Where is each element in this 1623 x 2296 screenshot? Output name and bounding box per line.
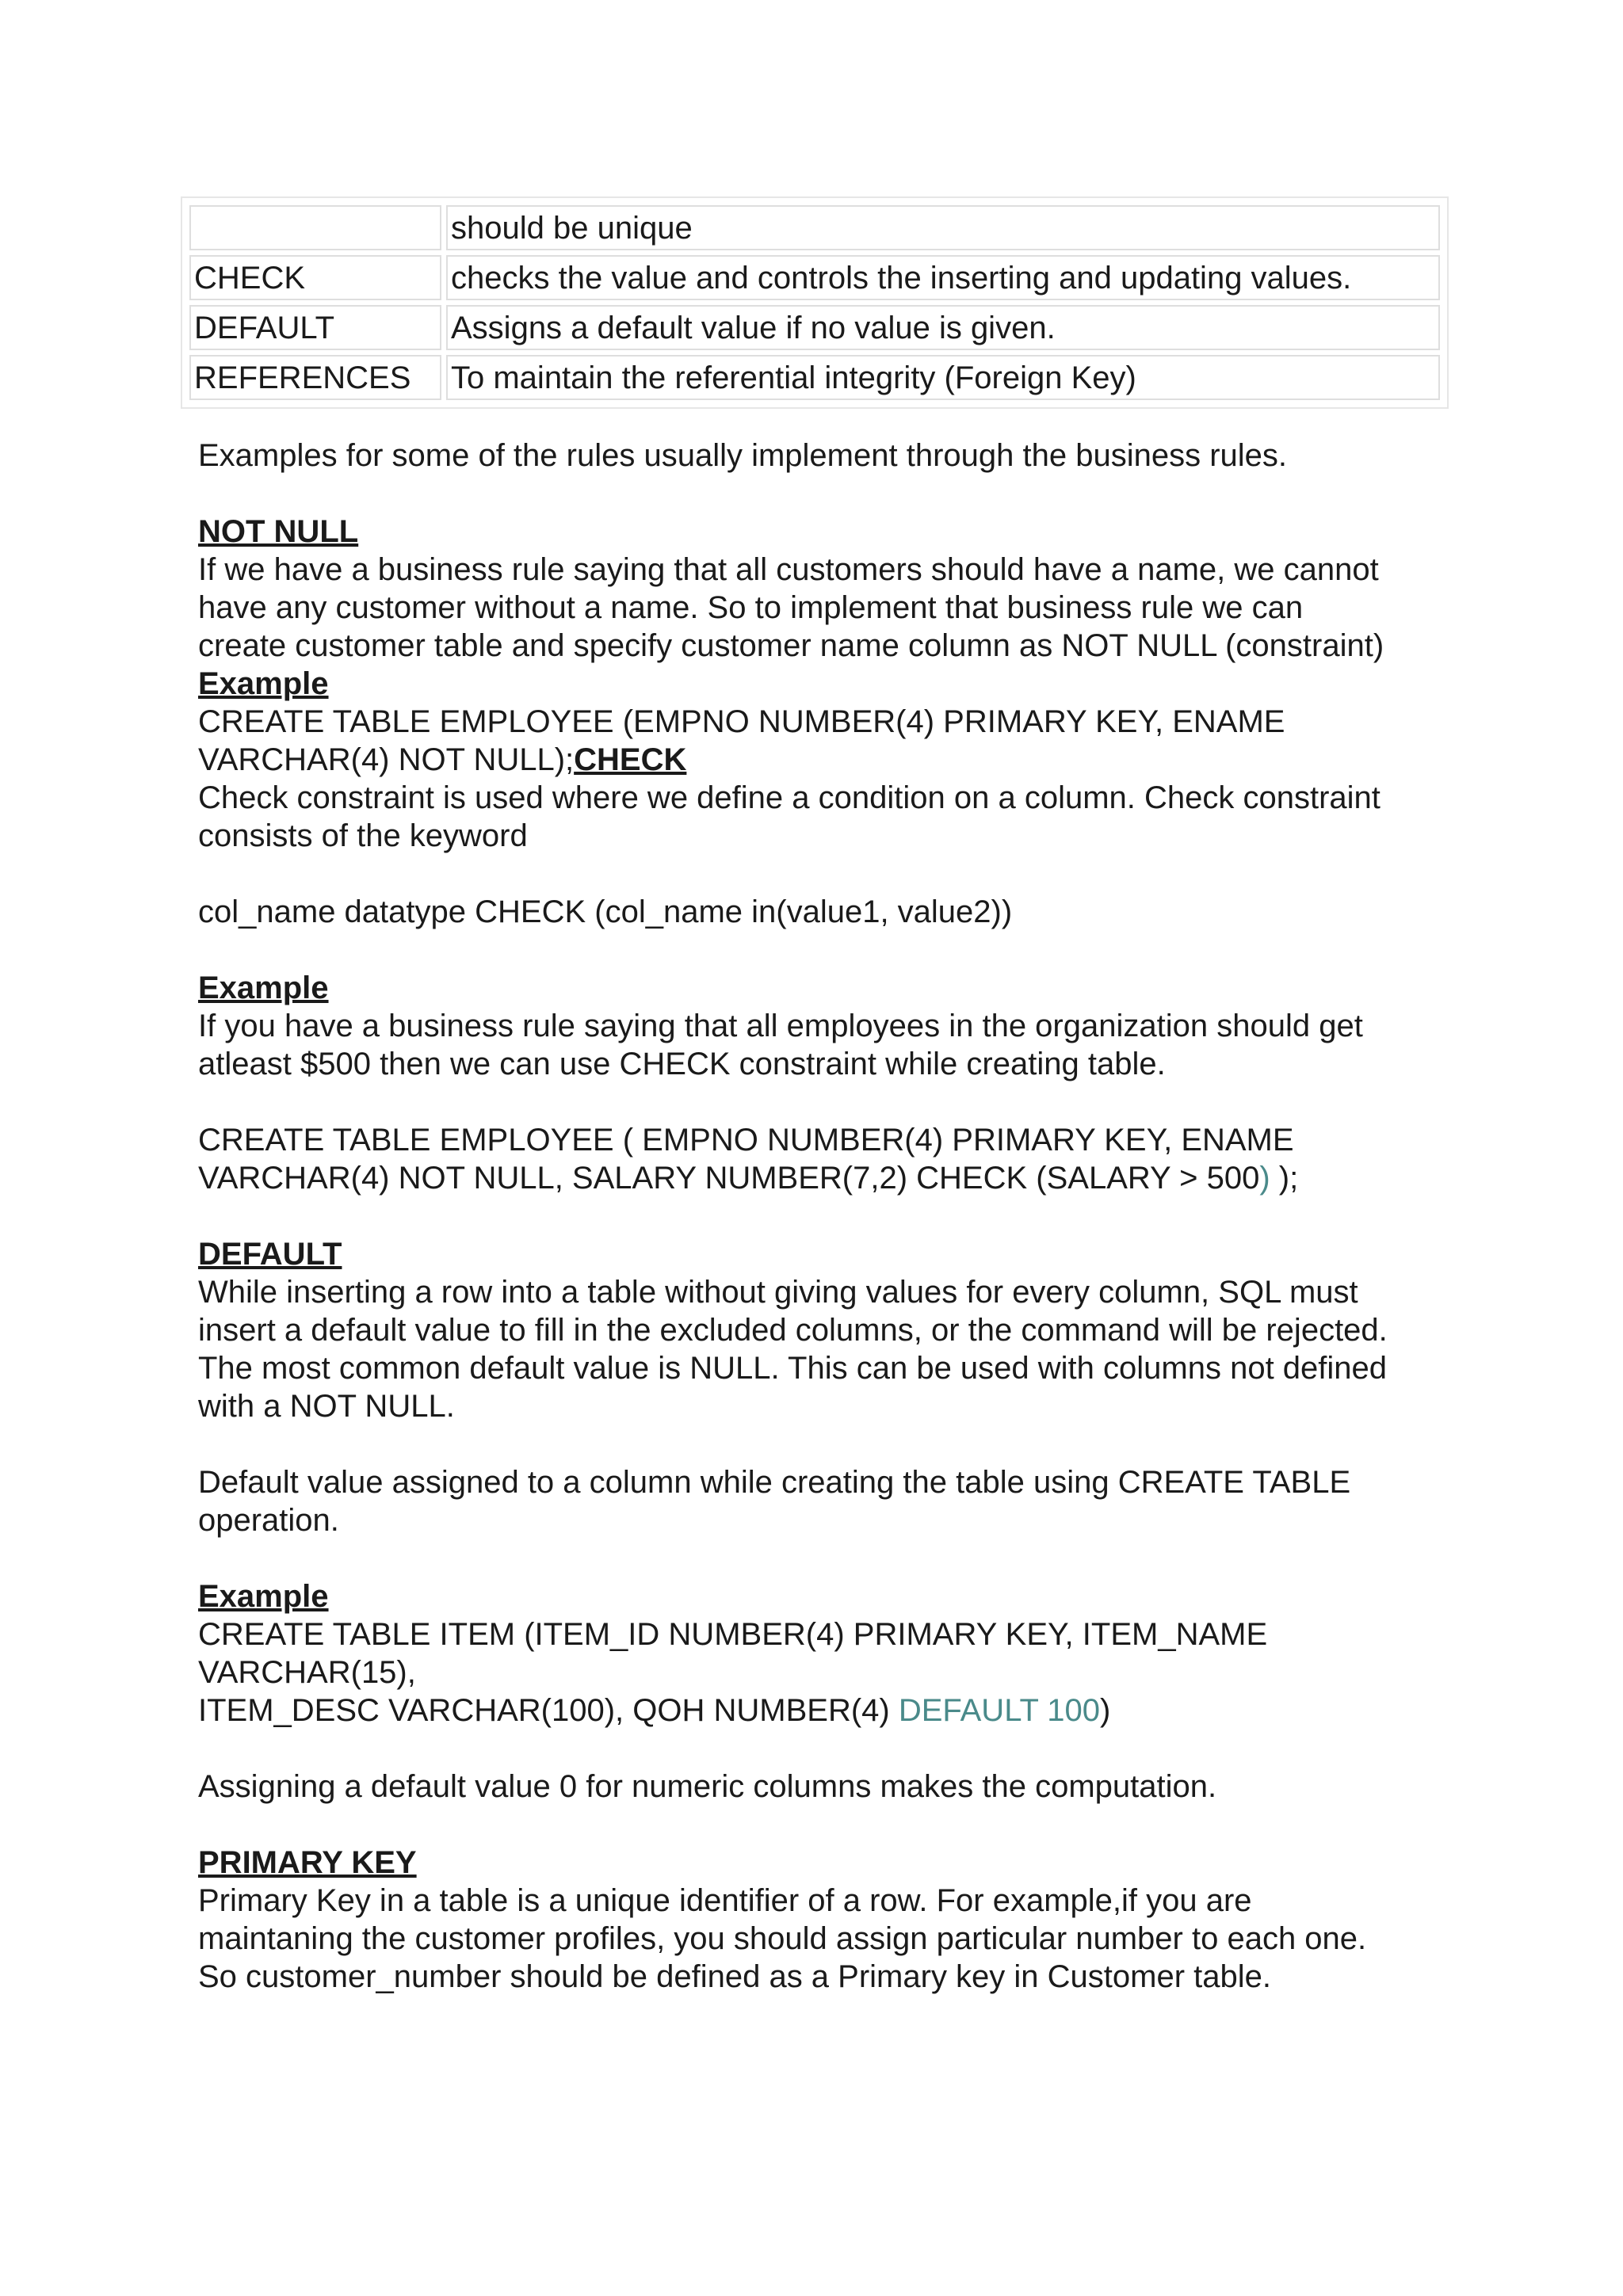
code-line bbox=[198, 1691, 1450, 1730]
paragraph-line: have any customer without a name. So to implement that business rule we can bbox=[198, 590, 1304, 625]
code-paren: ) bbox=[1259, 1161, 1270, 1196]
code-default-value: DEFAULT 100 bbox=[898, 1693, 1101, 1728]
code-text: VARCHAR(4) NOT NULL); bbox=[198, 742, 575, 777]
code-text: ); bbox=[1270, 1161, 1299, 1196]
paragraph-line: atleast $500 then we can use CHECK constraint while creating table. bbox=[198, 1047, 1166, 1081]
check-syntax: col_name datatype CHECK (col_name in(value1, value2)) bbox=[198, 894, 1013, 929]
constraint-cell: REFERENCES bbox=[189, 355, 441, 400]
default-heading: DEFAULT bbox=[198, 1237, 342, 1272]
code-text: ITEM_DESC VARCHAR(100), QOH NUMBER(4) bbox=[198, 1693, 899, 1728]
constraints-table bbox=[181, 196, 1449, 409]
paragraph-line: While inserting a row into a table without giving values for every column, SQL must bbox=[198, 1275, 1358, 1310]
not-null-heading: NOT NULL bbox=[198, 514, 359, 549]
paragraph-line: Check constraint is used where we define a condition on a column. Check constraint bbox=[198, 780, 1381, 815]
paragraph-line: operation. bbox=[198, 1503, 339, 1538]
code-text: ) bbox=[1100, 1693, 1111, 1728]
description-cell: To maintain the referential integrity (Foreign Key) bbox=[446, 355, 1440, 400]
paragraph-line: The most common default value is NULL. This can be used with columns not defined bbox=[198, 1351, 1388, 1386]
table-row bbox=[189, 255, 1440, 300]
example-heading: Example bbox=[198, 666, 329, 701]
paragraph-line: create customer table and specify customer name column as NOT NULL (constraint) bbox=[198, 628, 1384, 663]
code-line: CREATE TABLE ITEM (ITEM_ID NUMBER(4) PRIMARY KEY, ITEM_NAME bbox=[198, 1617, 1268, 1652]
code-text: VARCHAR(4) NOT NULL, SALARY NUMBER(7,2) CHECK (SALARY > 500 bbox=[198, 1161, 1260, 1196]
description-cell: checks the value and controls the inserting and updating values. bbox=[446, 255, 1440, 300]
paragraph-line: maintaning the customer profiles, you should assign particular number to each one. bbox=[198, 1921, 1367, 1956]
primary-key-heading: PRIMARY KEY bbox=[198, 1845, 417, 1880]
description-cell: Assigns a default value if no value is given. bbox=[446, 305, 1440, 350]
table-row bbox=[189, 205, 1440, 250]
example-heading: Example bbox=[198, 1579, 329, 1614]
paragraph-line: insert a default value to fill in the excluded columns, or the command will be rejected. bbox=[198, 1313, 1388, 1348]
intro-paragraph: Examples for some of the rules usually implement through the business rules. bbox=[198, 438, 1288, 473]
constraint-cell: CHECK bbox=[189, 255, 441, 300]
description-cell: should be unique bbox=[446, 205, 1440, 250]
code-line bbox=[198, 741, 1450, 779]
constraint-cell bbox=[189, 205, 441, 250]
constraint-cell: DEFAULT bbox=[189, 305, 441, 350]
table-row bbox=[189, 305, 1440, 350]
paragraph-line: If we have a business rule saying that all customers should have a name, we cannot bbox=[198, 552, 1379, 587]
paragraph-line: If you have a business rule saying that all employees in the organization should get bbox=[198, 1009, 1363, 1043]
code-line: CREATE TABLE EMPLOYEE (EMPNO NUMBER(4) PRIMARY KEY, ENAME bbox=[198, 704, 1285, 739]
paragraph-line: with a NOT NULL. bbox=[198, 1389, 455, 1424]
code-line: VARCHAR(15), bbox=[198, 1655, 416, 1690]
code-line: CREATE TABLE EMPLOYEE ( EMPNO NUMBER(4) PRIMARY KEY, ENAME bbox=[198, 1123, 1294, 1158]
paragraph-line: So customer_number should be defined as a Primary key in Customer table. bbox=[198, 1959, 1272, 1994]
paragraph-line: Default value assigned to a column while creating the table using CREATE TABLE bbox=[198, 1465, 1351, 1500]
check-heading: CHECK bbox=[574, 742, 687, 777]
document-body bbox=[198, 437, 1450, 1996]
default-note: Assigning a default value 0 for numeric columns makes the computation. bbox=[198, 1769, 1217, 1804]
table-row bbox=[189, 355, 1440, 400]
code-line bbox=[198, 1159, 1450, 1197]
paragraph-line: consists of the keyword bbox=[198, 818, 528, 853]
paragraph-line: Primary Key in a table is a unique identifier of a row. For example,if you are bbox=[198, 1883, 1252, 1918]
example-heading: Example bbox=[198, 971, 329, 1005]
